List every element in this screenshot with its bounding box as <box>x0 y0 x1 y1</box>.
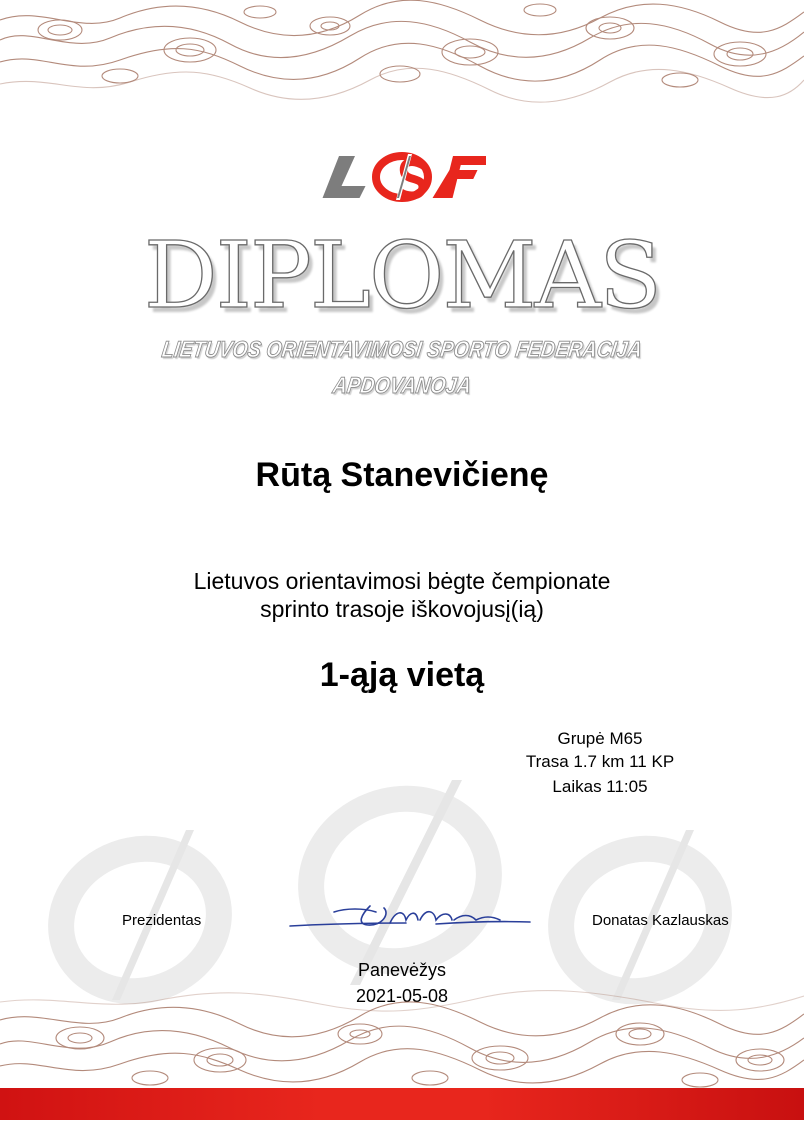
losf-logo-icon <box>322 152 486 202</box>
bottom-brand-bar <box>0 1088 804 1120</box>
diploma-title: DIPLOMAS <box>143 222 661 329</box>
award-description-line2: sprinto trasoje iškovojusį(ią) <box>260 596 544 622</box>
topographic-pattern-top <box>0 0 804 110</box>
signature-icon <box>286 898 536 934</box>
placement: 1-ąją vietą <box>319 656 485 694</box>
federation-name: LIETUVOS ORIENTAVIMOSI SPORTO FEDERACIJA <box>160 336 644 362</box>
signer-role: Prezidentas <box>122 912 202 929</box>
awards-label: APDOVANOJA <box>331 372 473 398</box>
signer-name: Donatas Kazlauskas <box>592 912 729 929</box>
event-date: 2021-05-08 <box>355 986 449 1006</box>
award-description-line1: Lietuvos orientavimosi bėgte čempionate <box>193 568 611 594</box>
city: Panevėžys <box>357 960 447 980</box>
topographic-pattern-bottom <box>0 990 804 1090</box>
recipient-name: Rūtą Stanevičienę <box>255 456 549 494</box>
finish-time: Laikas 11:05 <box>552 777 648 796</box>
course-info: Trasa 1.7 km 11 KP <box>525 752 675 771</box>
competition-group: Grupė M65 <box>557 729 643 748</box>
